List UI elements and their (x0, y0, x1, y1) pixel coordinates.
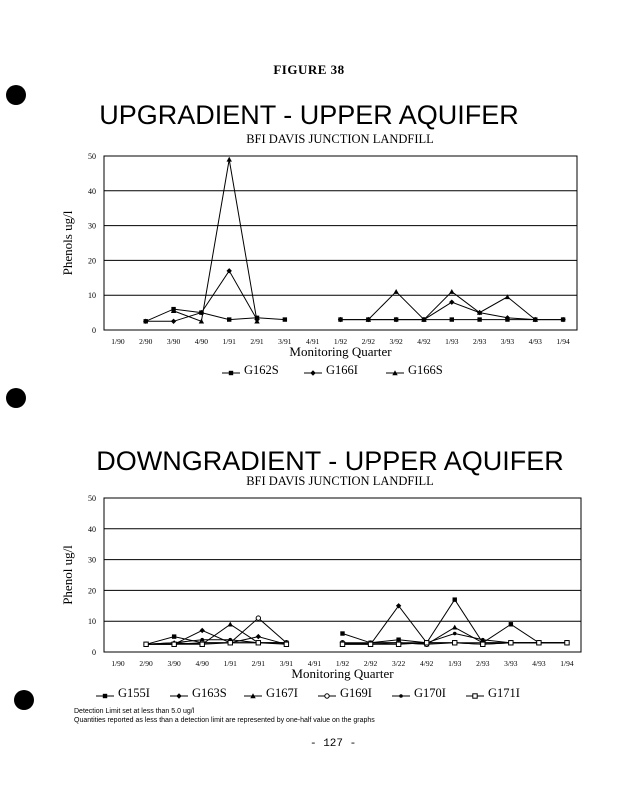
chart1-legend-label: G166I (326, 363, 358, 377)
chart2-data-point (368, 642, 372, 646)
chart2-series-line (146, 600, 567, 645)
page-number: - 127 - (310, 738, 357, 750)
chart2-xtick-label: 2/91 (251, 659, 265, 668)
chart2-xtick-label: 1/91 (223, 659, 237, 668)
chart2-xtick-label: 3/93 (504, 659, 518, 668)
chart1-series-line (174, 160, 536, 322)
chart1-ytick-label: 10 (88, 291, 96, 301)
chart1-yaxis-label: Phenols ug/l (60, 210, 75, 276)
chart2-ytick-label: 10 (88, 617, 96, 627)
chart1-ytick-label: 40 (88, 186, 96, 196)
chart2-xtick-label: 4/93 (532, 659, 546, 668)
chart1-xtick-label: 4/90 (194, 337, 209, 346)
chart2-ytick-label: 30 (88, 555, 96, 565)
chart1-title: UPGRADIENT - UPPER AQUIFER (99, 100, 519, 130)
chart1-xtick-label: 1/92 (333, 337, 348, 346)
chart2-data-point (340, 631, 344, 635)
chart2-series-line (146, 618, 567, 644)
chart1-xtick-label: 2/90 (139, 337, 153, 346)
chart2-data-point (509, 641, 513, 645)
chart2-legend-marker (399, 694, 403, 698)
chart1-data-point (171, 319, 176, 324)
chart2-xtick-label: 2/90 (139, 659, 153, 668)
chart1-subtitle: BFI DAVIS JUNCTION LANDFILL (246, 132, 434, 146)
chart1-series-g166i (143, 268, 566, 324)
chart2-ytick-label: 0 (92, 648, 96, 657)
chart2-data-point (424, 641, 428, 645)
chart2-data-point (481, 638, 485, 642)
chart2-xtick-label: 1/90 (111, 659, 125, 668)
chart2-yaxis-label: Phenol ug/l (60, 545, 75, 605)
chart2-series-g155i (144, 597, 569, 646)
chart2-legend-marker (176, 693, 181, 698)
chart1-legend-marker (229, 371, 233, 375)
chart2-xtick-label: 1/92 (335, 659, 350, 668)
note-half-value: Quantities reported as less than a detection limit are represented by one-half value on the graphs (74, 717, 375, 724)
chart1-data-point (227, 268, 232, 273)
chart2-svg (0, 480, 618, 710)
chart2-data-point (172, 642, 176, 646)
chart2-xaxis-label: Monitoring Quarter (291, 666, 394, 681)
chart2-legend-marker (103, 694, 107, 698)
chart2-plot-frame (104, 498, 581, 652)
chart1-data-point (477, 317, 481, 321)
chart1-xtick-label: 3/90 (166, 337, 181, 346)
chart2-data-point (144, 642, 148, 646)
chart1-xtick-label: 2/92 (361, 337, 375, 346)
chart2-legend-label: G171I (488, 686, 520, 700)
chart2-data-point (228, 641, 232, 645)
chart2-xtick-label: 4/91 (307, 659, 322, 668)
chart1-xtick-label: 2/93 (472, 337, 487, 346)
chart1-series-g166s (171, 157, 538, 324)
chart1-plot (60, 152, 577, 377)
chart2-legend-label: G163S (192, 686, 227, 700)
chart2-data-point (200, 638, 204, 642)
chart2-data-point (453, 597, 457, 601)
chart1-xtick-label: 3/93 (500, 337, 515, 346)
chart1-ytick-label: 0 (92, 326, 96, 335)
chart2-data-point (452, 625, 457, 630)
chart2-legend-label: G170I (414, 686, 446, 700)
chart1-data-point (450, 317, 454, 321)
chart2-ytick-label: 50 (88, 494, 96, 503)
chart1-ytick-label: 20 (88, 256, 96, 266)
chart1-xaxis-label: Monitoring Quarter (289, 344, 392, 359)
chart2-series-line (146, 624, 567, 644)
chart2-xtick-label: 4/92 (420, 659, 434, 668)
chart2-data-point (537, 641, 541, 645)
chart1-xtick-label: 4/92 (417, 337, 431, 346)
chart1-ytick-label: 50 (88, 152, 96, 161)
chart1-xtick-label: 1/91 (222, 337, 236, 346)
chart1-legend-label: G162S (244, 363, 279, 377)
chart2-legend-marker (473, 694, 477, 698)
chart1-xtick-label: 3/91 (278, 337, 292, 346)
chart1-xtick-label: 1/94 (556, 337, 570, 346)
chart2-data-point (509, 622, 513, 626)
chart2-data-point (340, 642, 344, 646)
chart2-legend-marker (325, 694, 329, 698)
chart2-plot (60, 494, 581, 700)
chart1-xtick-label: 1/93 (445, 337, 459, 346)
chart2-legend-label: G155I (118, 686, 150, 700)
chart1-data-point (283, 317, 287, 321)
chart1-series-g162s (144, 307, 566, 324)
chart2-data-point (256, 616, 260, 620)
chart2-data-point (453, 632, 457, 636)
note-detection-limit: Detection Limit set at less than 5.0 ug/l (74, 708, 195, 715)
chart2-xtick-label: 3/91 (279, 659, 294, 668)
chart2-data-point (200, 628, 205, 633)
chart2-data-point (228, 622, 233, 627)
chart1-xtick-label: 4/91 (306, 337, 320, 346)
chart1-data-point (449, 299, 454, 304)
chart2-legend-label: G169I (340, 686, 372, 700)
chart2-data-point (256, 641, 260, 645)
chart1-svg (0, 140, 618, 400)
chart2-ytick-label: 40 (88, 524, 96, 534)
chart2-title: DOWNGRADIENT - UPPER AQUIFER (96, 446, 564, 476)
chart2-data-point (172, 634, 176, 638)
chart2-xtick-label: 1/94 (560, 659, 574, 668)
chart1-plot-frame (104, 156, 577, 330)
chart2-xtick-label: 3/90 (167, 659, 181, 668)
chart1-data-point (449, 289, 454, 294)
chart2-data-point (565, 641, 569, 645)
chart1-legend-marker (310, 370, 315, 375)
chart2-data-point (396, 642, 400, 646)
chart2-ytick-label: 20 (88, 586, 96, 596)
chart2-data-point (481, 642, 485, 646)
chart1-xtick-label: 3/92 (389, 337, 403, 346)
chart2-xtick-label: 2/93 (476, 659, 490, 668)
chart1-legend-label: G166S (408, 363, 443, 377)
chart1-data-point (227, 317, 231, 321)
chart2-xtick-label: 3/22 (391, 659, 406, 668)
chart2-data-point (200, 642, 204, 646)
figure-label: FIGURE 38 (273, 62, 345, 77)
chart1-xtick-label: 2/91 (250, 337, 264, 346)
chart1-data-point (227, 157, 232, 162)
chart1-xtick-label: 4/93 (528, 337, 542, 346)
chart2-xtick-label: 1/93 (448, 659, 462, 668)
chart1-data-point (393, 289, 398, 294)
chart2-data-point (256, 634, 261, 639)
chart2-subtitle: BFI DAVIS JUNCTION LANDFILL (246, 474, 434, 488)
chart1-ytick-label: 30 (88, 221, 96, 231)
chart2-xtick-label: 2/92 (363, 659, 378, 668)
chart2-legend-label: G167I (266, 686, 298, 700)
chart2-xtick-label: 4/90 (195, 659, 209, 668)
chart2-data-point (284, 642, 288, 646)
chart1-xtick-label: 1/90 (111, 337, 125, 346)
chart2-data-point (453, 641, 457, 645)
